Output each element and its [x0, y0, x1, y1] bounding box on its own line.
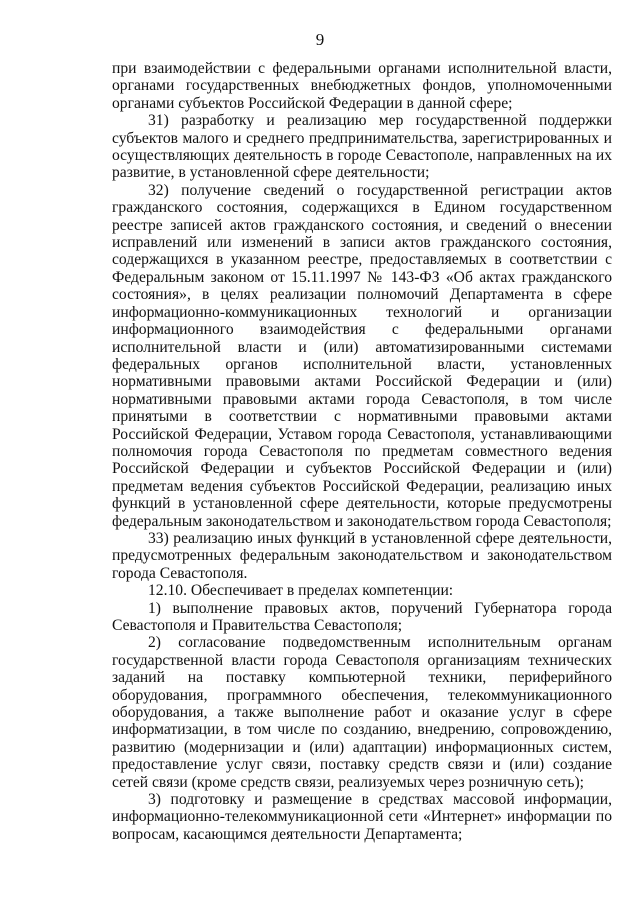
- paragraph-section-12-10: 12.10. Обеспечивает в пределах компетенции:: [148, 582, 454, 600]
- paragraph-sub-item-1: 1) выполнение правовых актов, поручений Губернатора города Севастополя и Правительства Севастополя;: [112, 599, 612, 634]
- paragraph-sub-item-3: 3) подготовку и размещение в средствах массовой информации, информационно-телекоммуникационной сети «Интернет» информации по вопросам, касающимся деятельности Департамента;: [112, 791, 612, 843]
- paragraph-continuation: при взаимодействии с федеральными органами исполнительной власти, органами государственных внебюджетных фондов, уполномоченными органами субъектов Российской Федерации в данной сфере;: [112, 60, 612, 112]
- page-number: 9: [315, 30, 325, 49]
- paragraph-sub-item-2: 2) согласование подведомственным исполнительным органам государственной власти города Севастополя организациям технических заданий на поставку компьютерной техники, периферийного оборудования, программного обеспечения, телекоммуникационного оборудования, а также выполнение работ и оказание услуг в сфере информатизации, в том числе по созданию, внедрению, сопровождению, развитию (модернизации и (или) адаптации) информационных систем, предоставление услуг связи, поставку средств связи и (или) создание сетей связи (кроме средств связи, реализуемых через розничную сеть);: [112, 634, 612, 791]
- document-body: [112, 60, 612, 843]
- paragraph-item-31: 31) разработку и реализацию мер государственной поддержки субъектов малого и среднего предпринимательства, зарегистрированных и осуществляющих деятельность в городе Севастополе, направленных на их развитие, в установленной сфере деятельности;: [112, 112, 612, 182]
- paragraph-item-32: 32) получение сведений о государственной регистрации актов гражданского состояния, содержащихся в Едином государственном реестре записей актов гражданского состояния, и сведений о внесении исправлений или изменений в записи актов гражданского состояния, содержащихся в указанном реестре, предоставляемых в соответствии с Федеральным законом от 15.11.1997 № 143-ФЗ «Об актах гражданского состояния», в целях реализации полномочий Департамента в сфере информационно-коммуникационных технологий и организации информационного взаимодействия с федеральными органами исполнительной власти и (или) автоматизированными системами федеральных органов исполнительной власти, установленных нормативными правовыми актами Российской Федерации и (или) нормативными правовыми актами города Севастополя, в том числе принятыми в соответствии с нормативными правовыми актами Российской Федерации, Уставом города Севастополя, устанавливающими полномочия города Севастополя по предметам совместного ведения Российской Федерации и субъектов Российской Федерации и (или) предметам ведения субъектов Российской Федерации, реализацию иных функций в установленной сфере деятельности, которые предусмотрены федеральным законодательством и законодательством города Севастополя;: [112, 181, 612, 530]
- paragraph-item-33: 33) реализацию иных функций в установленной сфере деятельности, предусмотренных федеральным законодательством и законодательством города Севастополя.: [112, 529, 612, 582]
